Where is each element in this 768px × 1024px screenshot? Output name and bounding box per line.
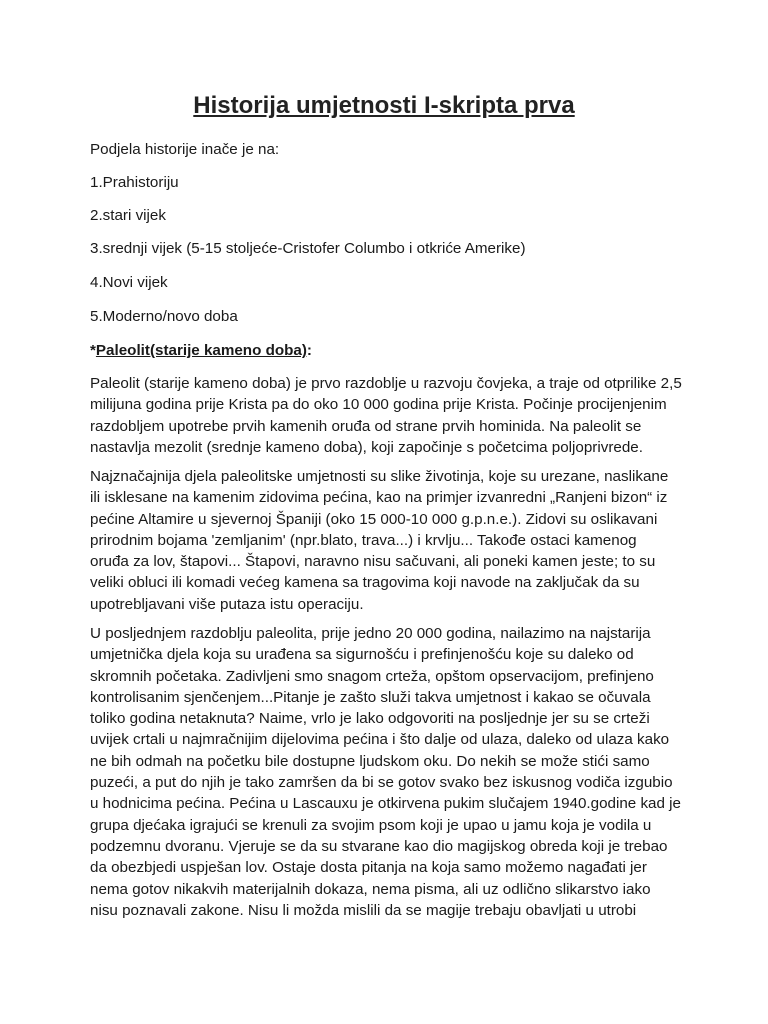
list-item: 4.Novi vijek <box>90 274 168 291</box>
heading-colon: : <box>306 342 312 359</box>
section-heading <box>90 342 312 359</box>
paragraph-paleolit-art <box>90 466 680 615</box>
paragraph-line: uvijek crtali u najmračnijim dijelovima pećina i što dalje od ulaza, daleko od ulaza kako <box>90 731 670 749</box>
paragraph-line: ne bih odmah na početku bile dostupne ljudskom oku. Do nekih se može stići samo <box>90 752 650 770</box>
paragraph-line: nisu poznavali zakone. Nisu li možda mislili da se magije trebaju obavljati u utrobi <box>90 901 637 919</box>
list-item: 1.Prahistoriju <box>90 174 179 191</box>
paragraph-line: razdobljem upotrebe prvih kamenih oruđa od strane prvih hominida. Na paleolit se <box>90 417 642 435</box>
paragraph-line: veliki obluci ili komadi većeg kamena sa tragovima koji navode na zaključak da su <box>90 574 640 592</box>
paragraph-paleolit-intro <box>90 373 680 458</box>
paragraph-line: podzemnu dvoranu. Vjeruje se da su stvarane kao dio magijskog obreda koji je trebao <box>90 837 668 855</box>
paragraph-line: da obezbjedi uspješan lov. Ostaje dosta pitanja na koja samo možemo nagađati jer <box>90 859 647 877</box>
paragraph-line: milijuna godina prije Krista pa do oko 10 000 godina prije Krista. Počinje procijenjenim <box>90 396 667 414</box>
paragraph-line: skromnih početaka. Zadivljeni smo snagom crteža, opštom opservacijom, prefinjeno <box>90 667 654 685</box>
heading-star: * <box>90 342 96 359</box>
paragraph-line: puzeći, a put do njih je tako zamršen da bi se gotov svako bez iskusnog vodiča izgubio <box>90 774 673 792</box>
paragraph-line: grupa djećaka igrajući se krenuli za svojim psom koji je upao u jamu koja je vodila u <box>90 816 652 834</box>
paragraph-line: U posljednjem razdoblju paleolita, prije jedno 20 000 godina, nailazimo na najstarija <box>90 625 651 642</box>
paragraph-line: umjetnička djela koja su urađena sa sigurnošću i prefinjenošću koje su daleko od <box>90 646 634 664</box>
paragraph-line: toliko godina netaknuta? Naime, vrlo je lako odgovoriti na posljednje jer su se crteži <box>90 710 650 728</box>
list-item: 3.srednji vijek (5-15 stoljeće-Cristofer Columbo i otkriće Amerike) <box>90 240 526 257</box>
paragraph-line: u hodnicima pećina. Pećina u Lascauxu je otkirvena pukim slučajem 1940.godine kad je <box>90 795 681 813</box>
paragraph-line: upotrebljavani više putaza istu operaciju. <box>90 595 364 613</box>
paragraph-line: nastavlja mezolit (srednje kameno doba), koji započinje s početcima poljoprivrede. <box>90 438 643 456</box>
heading-text: Paleolit(starije kameno doba) <box>95 342 307 359</box>
document-title: Historija umjetnosti I-skripta prva <box>193 92 575 119</box>
paragraph-late-paleolit <box>90 623 680 921</box>
intro-text: Podjela historije inače je na: <box>90 141 280 158</box>
list-item: 2.stari vijek <box>90 207 166 224</box>
paragraph-line: oruđa za lov, štapovi... Štapovi, naravno nisu sačuvani, ali poneki kamen jeste; to su <box>90 553 656 571</box>
paragraph-line: prirodnim bojama 'zemljanim' (npr.blato, trava...) i krvlju... Takođe ostaci kamenog <box>90 531 637 549</box>
list-item: 5.Moderno/novo doba <box>90 308 238 325</box>
paragraph-line: kontrolisanim sjenčenjem...Pitanje je zašto služi takva umjetnost i kakao se očuvala <box>90 688 651 706</box>
paragraph-line: Paleolit (starije kameno doba) je prvo razdoblje u razvoju čovjeka, a traje od otprilike 2,5 <box>90 375 682 392</box>
paragraph-line: nema gotov nikakvih materijalnih dokaza, nema pisma, ali uz odlično slikarstvo iako <box>90 880 651 898</box>
paragraph-line: Najznačajnija djela paleolitske umjetnosti su slike životinja, koje su urezane, naslikane <box>90 468 669 485</box>
paragraph-line: ili isklesane na kamenim zidovima pećina, kao na primjer izvanredni „Ranjeni bizon“ iz <box>90 489 668 507</box>
paragraph-line: pećine Altamire u sjevernoj Španiji (oko 15 000-10 000 g.p.n.e.). Zidovi su oslikavani <box>90 510 658 528</box>
